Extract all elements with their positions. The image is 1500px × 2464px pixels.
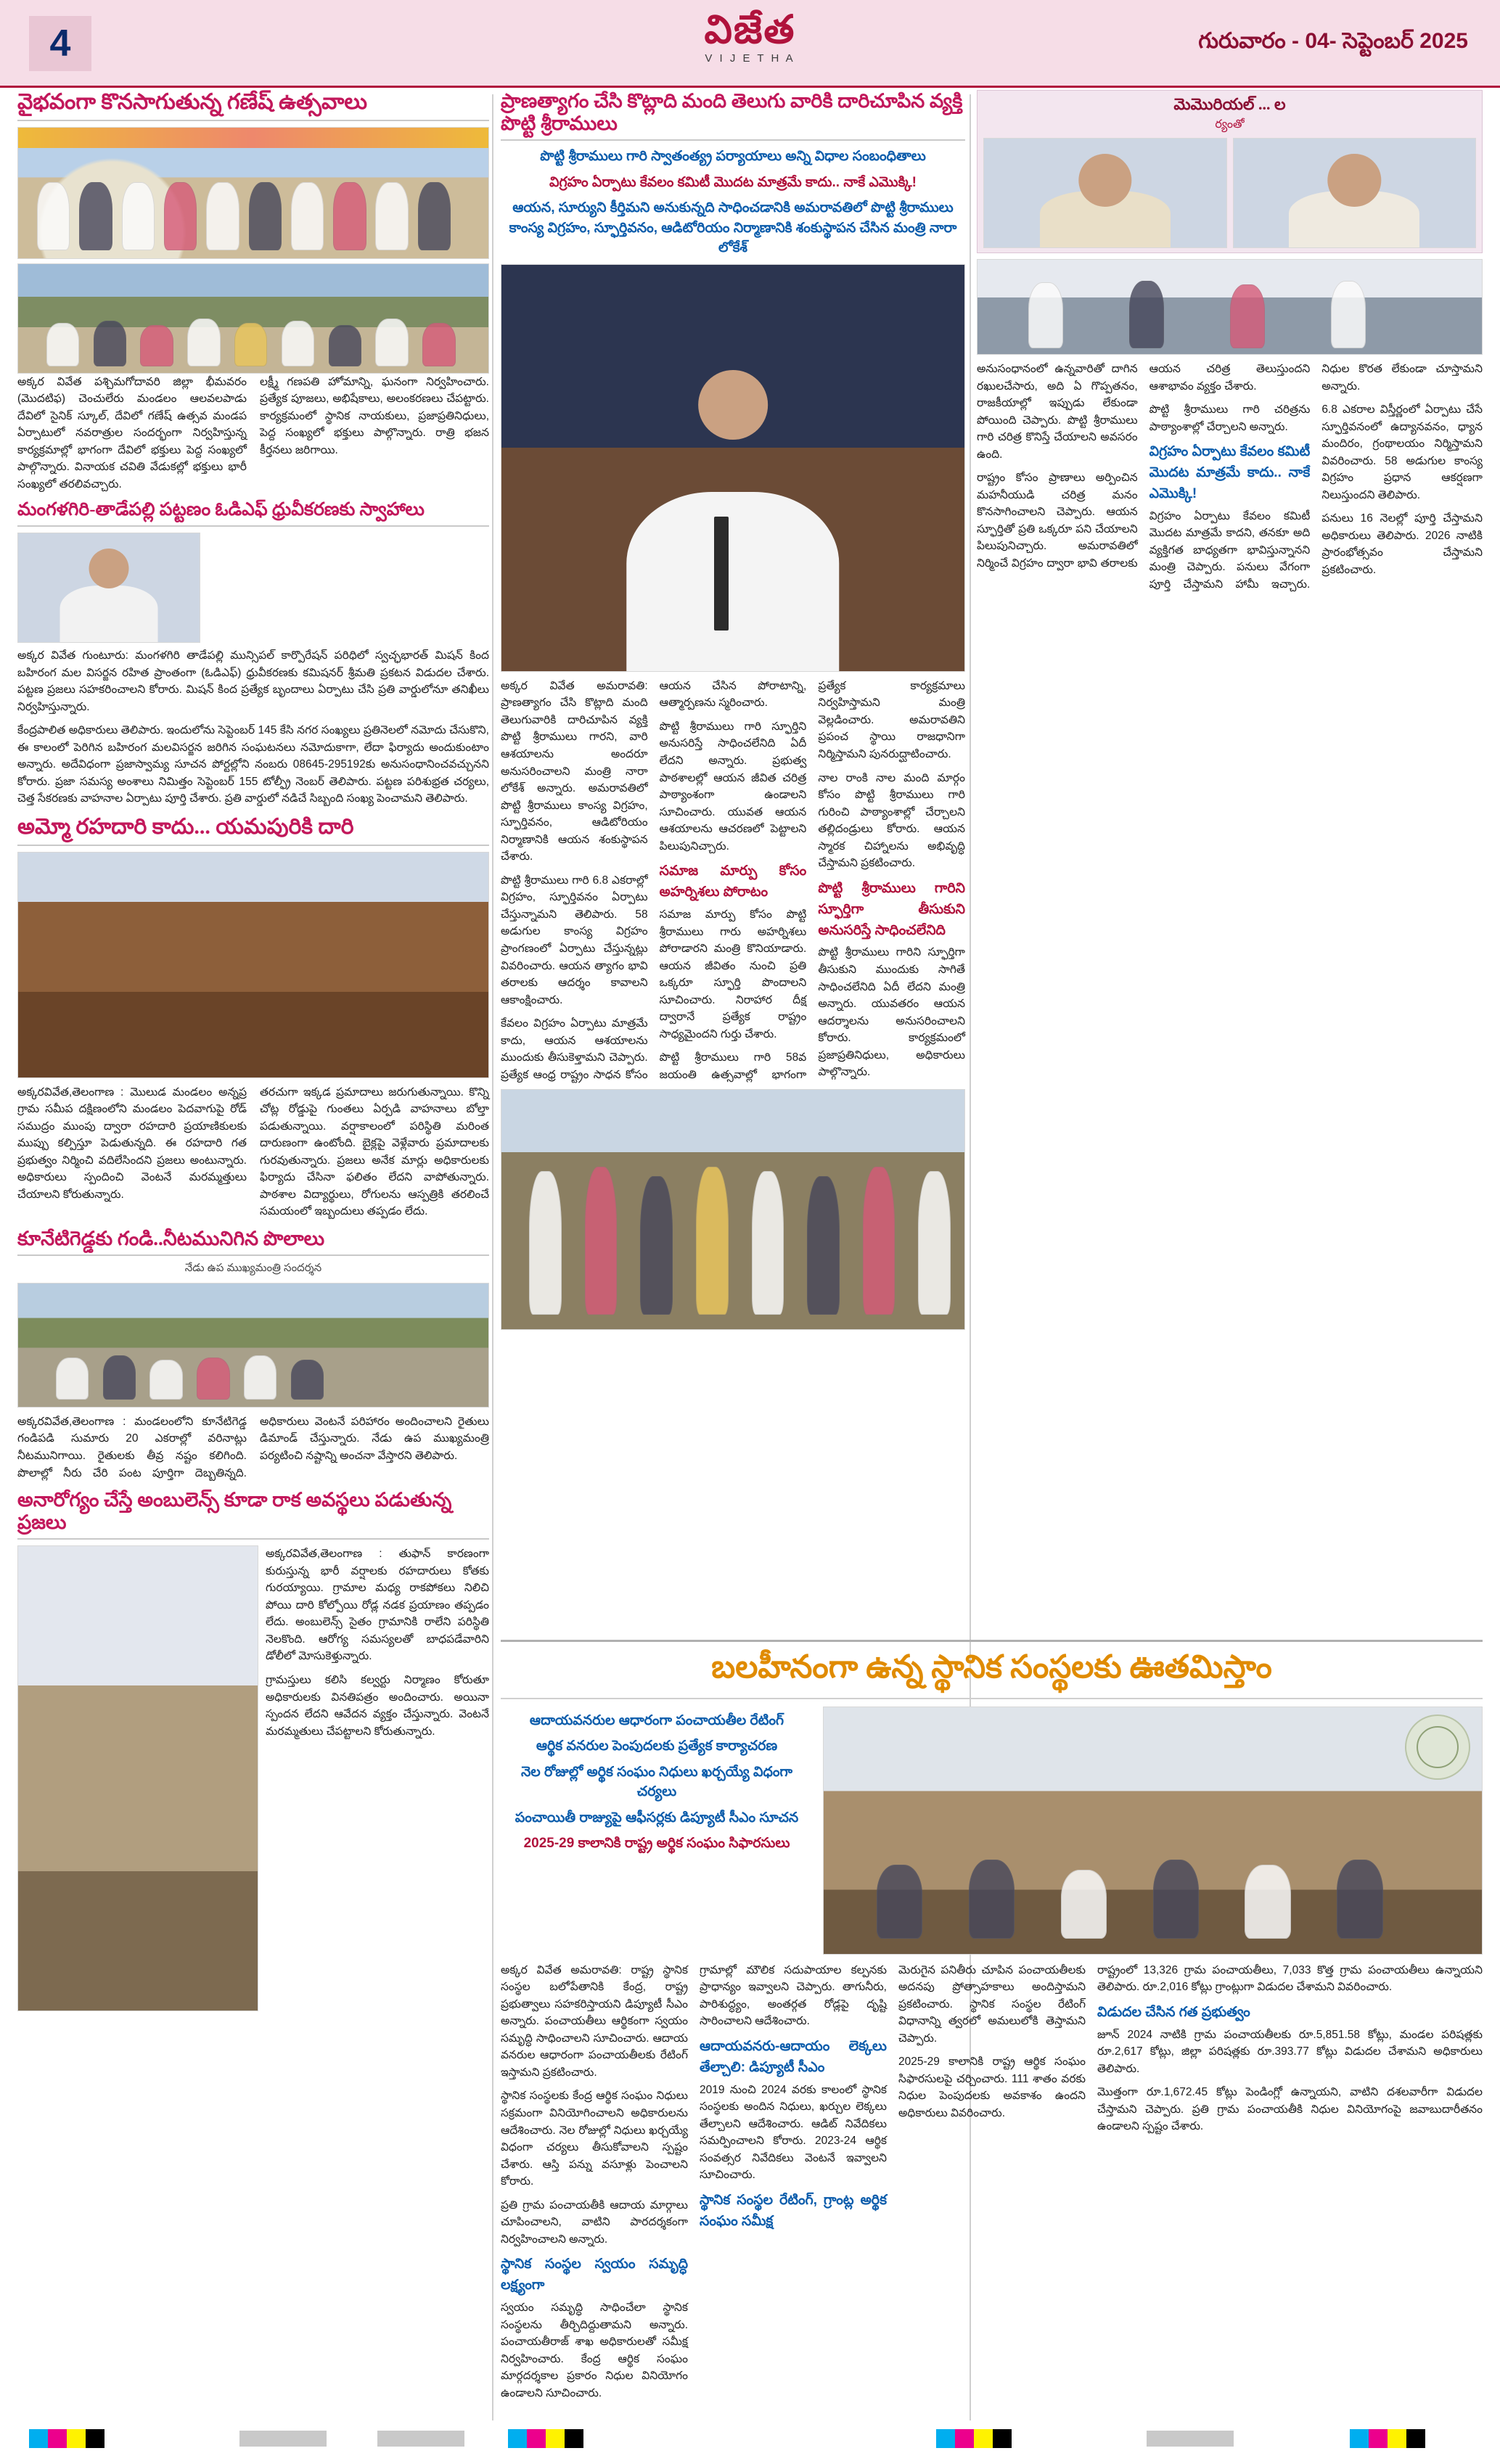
paragraph: అక్కరవివేత,తెలంగాణ : తుఫాన్ కారణంగా కురుస్తున్న భారీ వర్షాలకు రహదారులు కోతకు గురయ్యాయి. గ్రామాల మధ్య రాకపోకలు నిలిచి పోయి దారి కోల్పోయి రోడ్ల నడక ప్రయాణం తప్పడం లేదు. అంబులెన్స్ సైతం గ్రామానికి రాలేని పరిస్థితి నెలకొంది. ఆరోగ్య సమస్యలతో బాధపడేవారిని డోలీలో మోసుకెళ్తున్నారు. — [266, 1548, 489, 1663]
village-culvert-photo — [17, 1545, 258, 2011]
official-portrait-photo — [17, 533, 200, 643]
paragraph: 2025-29 కాలానికి రాష్ట్ర ఆర్థిక సంఘం సిఫారసులపై చర్చించారు. 111 శాతం వరకు నిధుల పెంపుదలకు అవకాశం ఉందని అధికారులు వివరించారు. — [898, 2056, 1086, 2119]
paragraph: సమాజ మార్పు కోసం పొట్టి శ్రీరాములు గారు అహర్నిశలు పోరాడారని మంత్రి కొనియాడారు. ఆయన జీవితం నుంచి ప్రతి ఒక్కరూ స్ఫూర్తి పొందాలని సూచించారు. నిరాహార దీక్ష ద్వారానే ప్రత్యేక రాష్ట్రం సాధ్యమైందని గుర్తు చేశారు. — [659, 908, 807, 1040]
subheading-samaj: సమాజ మార్పు కోసం అహర్నిశలు పోరాటం — [659, 863, 807, 900]
paragraph: అక్కరవివేత,తెలంగాణ : మండలంలోని కూనేటిగెడ్డ గండిపడి సుమారు 20 ఎకరాల్లో వరినాట్లు నీటమునిగాయి. రైతులకు తీవ్ర నష్టం కలిగింది. పొలాల్లో నీరు చేరి పంట పూర్తిగా దెబ్బతిన్నది. అధికారులు వెంటనే పరిహారం అందించాలని రైతులు డిమాండ్ చేస్తున్నారు. నేడు ఉప ముఖ్యమంత్రి పర్యటించి నష్టాన్ని అంచనా వేస్తారని తెలిపారు. — [17, 1415, 489, 1479]
paragraph: మెరుగైన పనితీరు చూపిన పంచాయతీలకు అదనపు ప్రోత్సాహకాలు అందిస్తామని ప్రకటించారు. స్థానిక సంస్థల రేటింగ్ విధానాన్ని త్వరలో అమలులోకి తెస్తామని చెప్పారు. — [898, 1963, 1086, 2045]
cmyk-bars-4 — [1350, 2429, 1425, 2448]
paragraph: పొట్టి శ్రీరాములు గారిని స్ఫూర్తిగా తీసుకుని ముందుకు సాగితే సాధించలేనిది ఏదీ లేదని మంత్రి అన్నారు. యువతరం ఆయన ఆదర్శాలను అనుసరించాలని కోరారు. కార్యక్రమంలో ప్రజాప్రతినిధులు, అధికారులు పాల్గొన్నారు. — [818, 946, 965, 1079]
subhead-2: విగ్రహం ఏర్పాటు కేవలం కమిటీ మెుదట మాత్రమే కాదు.. నాకే ఎమెుక్కి! — [549, 174, 917, 190]
headline-odf: మంగళగిరి-తాడేపల్లి పట్టణం ఓడిఎఫ్ ధ్రువీకరణకు స్వాహాలు — [17, 500, 489, 527]
paragraph: పొట్టి శ్రీరాములు గారి స్ఫూర్తిని అనుసరిస్తే సాధించలేనిది ఏదీ లేదని అన్నారు. ప్రభుత్వ పాఠశాలల్లో ఆయన జీవిత చరిత్ర పాఠ్యాంశంగా ఉండాలని సూచించారు. యువత ఆయన ఆశయాలను ఆచరణలో పెట్టాలని పిలుపునిచ్చారు. — [659, 720, 807, 853]
masthead — [0, 0, 1500, 88]
paragraph: అక్కరవివేత,తెలంగాణ : మెులుడ మండలం అన్నప్ర గ్రామ సమీప దక్షిణంలోని మండలం పెదవాగుపై రోడ్ సముద్రం ముంపు ద్వారా రహదారి ప్రయాణికులకు ముప్పు కల్పిస్తూ పెడుతున్నది. ఈ రహదారి గత ప్రభుత్వం నిర్మించి వదిలేసిందని ప్రజలు అంటున్నారు. అధికారులు స్పందించి వెంటనే మరమ్మత్తులు చేయాలని కోరుతున్నారు. — [17, 1085, 247, 1201]
paragraph: అక్కర వివేత పశ్చిమగోదావరి జిల్లా భీమవరం (మెుదటిఫ) చెంచులేరు మండలం ఆలవలపాడు దేవిలో సైనిక్ స్కూల్, దేవిలో గణేష్ ఉత్సవ మండప ఏర్పాటులో నవరాత్రుల సందర్భంగా నిర్వహిస్తున్న కార్యక్రమాల్లో భాగంగా దేవిలో భక్తులు పెద్ద సంఖ్యలో పాల్గొన్నారు. వినాయక చవితి వేడుకల్లో భక్తులు భారీ సంఖ్యలో తరలివచ్చారు. — [17, 375, 247, 490]
story-canal-body — [17, 1413, 489, 1482]
page-number: 4 — [29, 16, 91, 71]
paragraph: అక్కర వివేత గుంటూరు: మంగళగిరి తాడేపల్లి మున్సిపల్ కార్పొరేషన్ పరిధిలో స్వచ్ఛభారత్ మిషన్ కింద బహిరంగ మల విసర్జన రహిత ప్రాంతంగా (ఓడిఎఫ్) ధ్రువీకరణకు కమిషనర్ శ్రీమతి ప్రకటన విడుదల చేశారు. పట్టణ ప్రజలు సహకరించాలని కోరారు. మిషన్ కింద ప్రత్యేక బృందాలు ఏర్పాటు చేసి ప్రతి వార్డులోనూ తనిఖీలు నిర్వహిస్తున్నారు. — [17, 649, 489, 713]
caption-canal: నేడు ఉప ముఖ్యమంత్రి సందర్శన — [184, 1261, 322, 1274]
headline-potti-sriramulu: ప్రాణత్యాగం చేసి కొట్లాది మంది తెలుగు వారికి దారిచూపిన వ్యక్తి పొట్టి శ్రీరాములు — [501, 90, 965, 141]
story-ganesh-body — [17, 374, 489, 493]
story-potti-body — [501, 678, 965, 1085]
damaged-road-photo — [17, 852, 489, 1078]
headline-canal: కూనేటిగెడ్డకు గండి..నీటమునిగిన పొలాలు — [17, 1228, 489, 1256]
paragraph: అనుసంధానంలో ఉన్నవారితో దాగిన రఖులచేసారు, అది ఏ గొప్పతనం, రాజకీయాల్లో ఇప్పుడు లేకుండా పోయింది చెప్పారు. పొట్టి శ్రీరాములు గారి చరిత్ర కొనిస్తే చేయాలని అవసరం ఉంది. — [977, 363, 1138, 461]
paragraph: రాష్ట్రంలో 13,326 గ్రామ పంచాయతీలు, 7,033 కొత్త గ్రామ పంచాయతీలు ఉన్నాయని తెలిపారు. రూ.2,016 కోట్లు గ్రాంట్లుగా విడుదల చేశామని వివరించారు. — [1097, 1963, 1483, 1994]
headline-ganesh: వైభవంగా కొనసాగుతున్న గణేష్ ఉత్సవాలు — [17, 90, 489, 121]
ganesh-festival-photo — [17, 127, 489, 259]
subheading-sphurti: పొట్టి శ్రీరాములు గారిని స్ఫూర్తిగా తీసుకుని అనుసరిస్తే సాధించలేనిది — [818, 880, 965, 938]
bottom-feature — [501, 1633, 1483, 2408]
leader-speech-photo — [501, 264, 965, 672]
headline-local-bodies: బలహీనంగా ఉన్న స్థానిక సంస్థలకు ఊతమిస్తాం — [711, 1649, 1272, 1685]
paragraph: గ్రామాల్లో మౌలిక సదుపాయాల కల్పనకు ప్రాధాన్యం ఇవ్వాలని చెప్పారు. తాగునీరు, పారిశుద్ధ్యం, అంతర్గత రోడ్లపై దృష్టి సారించాలని ఆదేశించారు. — [700, 1963, 887, 2028]
paragraph: పనులు 16 నెలల్లో పూర్తి చేస్తామని అధికారులు తెలిపారు. 2026 నాటికి ప్రారంభోత్సవం చేస్తామని ప్రకటించారు. — [1321, 512, 1483, 577]
bf-subhead-1: ఆదాయవనరుల ఆధారంగా పంచాయతీల రేటింగ్ — [529, 1712, 784, 1728]
paragraph: ప్రతి గ్రామ పంచాయతీకి ఆదాయ మార్గాలు చూపించాలని, వాటిని పారదర్శకంగా నిర్వహించాలని అన్నారు. — [501, 2198, 688, 2246]
paragraph: విగ్రహం ఏర్పాటు కేవలం కమిటీ మెుదట మాత్రమే కాదని, తనకూ అది వ్యక్తిగత బాధ్యతగా భావిస్తున్నానని మంత్రి చెప్పారు. పనులు వేగంగా పూర్తి చేస్తామని హామీ ఇచ్చారు. నిధుల కొరత లేకుండా చూస్తామని అన్నారు. — [1149, 363, 1483, 591]
memorial-portrait-2 — [1233, 138, 1477, 248]
paragraph: తరచుగా ఇక్కడ ప్రమాదాలు జరుగుతున్నాయి. కొన్ని చోట్ల రోడ్డుపై గుంతలు ఏర్పడి వాహనాలు బోల్తా పడుతున్నాయి. వర్షాకాలంలో పరిస్థితి మరింత దారుణంగా ఉంటోంది. బైక్లపై వెళ్లేవారు ప్రమాదాలకు గురవుతున్నారు. ప్రజలు అనేక మార్లు అధికారులకు ఫిర్యాదు చేసినా ఫలితం లేదని వాపోతున్నారు. పాఠశాల విద్యార్థులు, రోగులను ఆస్పత్రికి తరలించే సమయంలో ఇబ్బందులు తప్పడం లేదు. — [260, 1085, 489, 1218]
story-road-body — [17, 1084, 489, 1220]
paragraph: పొట్టి శ్రీరాములు గారి 58వ జయంతి ఉత్సవాల్లో భాగంగా ప్రత్యేక కార్యక్రమాలు నిర్వహిస్తామని మంత్రి వెల్లడించారు. అమరావతిని ప్రపంచ స్థాయి రాజధానిగా నిర్మిస్తామని పునరుద్ఘాటించారు. — [659, 679, 965, 1081]
logo-subtitle: V I J E T H A — [705, 52, 795, 65]
bf-col-2 — [700, 1962, 887, 2409]
grey-bar-1 — [239, 2431, 327, 2447]
paragraph: నాల రాంకి నాల మంది మార్గం కోసం పొట్టి శ్రీరాములు గారి గురించి పాఠ్యాంశాల్లో చేర్చాలని తల్లిదండ్రులు కోరారు. ఆయన స్మారక చిహ్నాలను అభివృద్ధి చేస్తామని ప్రకటించారు. — [818, 771, 965, 870]
paragraph: గ్రామస్తులు కలిసి కల్వర్టు నిర్మాణం కోరుతూ అధికారులకు వినతిపత్రం అందించారు. అయినా స్పందన లేదని ఆవేదన వ్యక్తం చేస్తున్నారు. వెంటనే మరమ్మతులు చేపట్టాలని కోరుతున్నారు. — [266, 1674, 489, 1738]
grey-bar-3 — [1147, 2431, 1234, 2447]
bf-subheading-swayam: స్థానిక సంస్థల స్వయం సమృద్ధి లక్ష్యంగా — [501, 2256, 688, 2293]
cmyk-bars-2 — [508, 2429, 583, 2448]
story-odf-body — [17, 647, 489, 808]
paragraph: రాష్ట్రం కోసం ప్రాణాలు అర్పించిన మహనీయుడి చరిత్ర మనం కొనసాగించాలని చెప్పారు. ఆయన స్ఫూర్తితో ప్రతి ఒక్కరూ పని చేయాలని పిలుపునిచ్చారు. అమరావతిలో నిర్మించే విగ్రహం ద్వారా భావి తరాలకు ఆయన చరిత్ర తెలుస్తుందని ఆశాభావం వ్యక్తం చేశారు. — [977, 363, 1311, 570]
headline-road: అమ్మో రహదారి కాదు... యమపురికి దారి — [17, 815, 489, 846]
newspaper-logo — [705, 10, 796, 65]
memorial-subtitle: ర్యంతో — [1215, 118, 1245, 131]
print-registration-footer — [0, 2422, 1500, 2464]
flooded-fields-photo — [17, 1283, 489, 1408]
lamp-lighting-photo — [977, 259, 1483, 355]
bf-subheading-adaya: ఆదాయవనరు-ఆదాయం లెక్కలు తేల్చాలి: డిప్యూటీ సీఎం — [700, 2038, 887, 2075]
bf-subheading-released: విడుదల చేసిన గత ప్రభుత్వం — [1097, 2004, 1250, 2020]
headline-ambulance: అనారోగ్యం చేస్తే అంబులెన్స్ కూడా రాక అవస్థలు పడుతున్న ప్రజలు — [17, 1489, 489, 1540]
paragraph: 2019 నుంచి 2024 వరకు కాలంలో స్థానిక సంస్థలకు అందిన నిధులు, ఖర్చుల లెక్కలు తేల్చాలని ఆదేశించారు. ఆడిట్ నివేదికలు సమర్పించాలని కోరారు. 2023-24 ఆర్థిక సంవత్సర నివేదికలు వెంటనే ఇవ్వాలని సూచించారు. — [700, 2083, 887, 2182]
memorial-portrait-1 — [983, 138, 1227, 248]
bf-subhead-2: ఆర్థిక వనరుల పెంపుదలకు ప్రత్యేక కార్యాచరణ — [536, 1738, 778, 1754]
paragraph: స్థానిక సంస్థలకు కేంద్ర ఆర్థిక సంఘం నిధులు సక్రమంగా వినియోగించాలని అధికారులను ఆదేశించారు. నెల రోజుల్లో నిధులు ఖర్చయ్యే విధంగా చర్యలు తీసుకోవాలని స్పష్టం చేశారు. ఆస్తి పన్ను వసూళ్లు పెంచాలని కోరారు. — [501, 2090, 688, 2188]
story-ambulance-body — [266, 1545, 489, 2011]
edition-date: గురువారం - 04- సెప్టెంబర్ 2025 — [1198, 29, 1468, 53]
paragraph: పొట్టి శ్రీరాములు గారి చరిత్రను పాఠ్యాంశాల్లో చేర్చాలని అన్నారు. — [1149, 403, 1311, 433]
review-meeting-photo — [823, 1707, 1483, 1955]
ganesh-procession-photo — [17, 263, 489, 374]
paragraph: లక్ష్మీ గణపతి హోమాన్ని, ఘనంగా నిర్వహించారు. ప్రత్యేక పూజలు, అభిషేకాలు, అలంకరణలు చేపట్టారు. కార్యక్రమంలో స్థానిక నాయకులు, ప్రజాప్రతినిధులు, పెద్ద సంఖ్యలో భక్తులు పాల్గొన్నారు. రాత్రి భజన కీర్తనలు జరిగాయి. — [260, 375, 489, 456]
grey-bar-2 — [377, 2431, 464, 2447]
bf-col-4 — [1097, 1962, 1483, 2409]
column-divider-1 — [492, 94, 493, 2420]
paragraph: మొత్తంగా రూ.1,672.45 కోట్లు పెండింగ్లో ఉన్నాయని, వాటిని దశలవారీగా విడుదల చేస్తామని చెప్పారు. ప్రతి గ్రామ పంచాయతీకి నిధుల వినియోగంపై జవాబుదారీతనం ఉండాలని స్పష్టం చేశారు. — [1097, 2086, 1483, 2133]
subhead-3: ఆయన, సూర్యుని కీర్తిమని అనుకున్నది సాధించడానికి అమరావతిలో పొట్టి శ్రీరాములు కాంస్య విగ్రహం, స్ఫూర్తివనం, ఆడిటోరియం నిర్మాణానికి శంకుస్థాపన చేసిన మంత్రి నారా లోకేశ్ — [509, 200, 957, 256]
paragraph: జూన్ 2024 నాటికి గ్రామ పంచాయతీలకు రూ.5,851.58 కోట్లు, మండల పరిషత్లకు రూ.2,617 కోట్లు, జిల్లా పరిషత్లకు రూ.393.77 కోట్లు విడుదల చేశామని అధికారులు తెలిపారు. — [1097, 2028, 1483, 2075]
bf-subhead-3: నెల రోజుల్లో అర్థిక సంఘం నిధులు ఖర్చయ్యే విధంగా చర్యలు — [520, 1764, 793, 1800]
story-right-body — [977, 361, 1483, 594]
paragraph: అక్కర వివేత అమరావతి: ప్రాణత్యాగం చేసి కొట్లాది మంది తెలుగువారికి దారిచూపిన వ్యక్తి పొట్టి శ్రీరాములు గారని, వారి ఆశయాలను అందరూ అనుసరించాలని మంత్రి నారా లోకేశ్ అన్నారు. అమరావతిలో పొట్టి శ్రీరాములు కాంస్య విగ్రహం, స్ఫూర్తివనం, ఆడిటోరియం నిర్మాణానికి ఆయన శంకుస్థాపన చేశారు. — [501, 679, 648, 863]
foundation-stone-photo — [501, 1089, 965, 1330]
bf-subhead-5: 2025-29 కాలానికి రాష్ట్ర అర్థిక సంఘం సిఫారసులు — [523, 1836, 790, 1852]
bf-col-1 — [501, 1962, 688, 2409]
column-left — [17, 90, 489, 2420]
memorial-title: మెమొరియల్ ... ల — [1173, 95, 1286, 113]
memorial-box — [977, 90, 1483, 253]
subhead-1: పొట్టి శ్రీరాములు గారి స్వాతంత్య్ర పర్యాయాలు అన్ని విధాల సంబంధితాలు — [540, 149, 926, 165]
bf-col-3 — [898, 1962, 1086, 2409]
subheading-vigraham: విగ్రహం ఏర్పాటు కేవలం కమిటీ మెుదట మాత్రమే కాదు.. నాకే ఎమెుక్కి! — [1149, 444, 1311, 501]
paragraph: 6.8 ఎకరాల విస్తీర్ణంలో ఏర్పాటు చేసే స్ఫూర్తివనంలో ఉద్యానవనం, ధ్యాన మందిరం, గ్రంథాలయం నిర్మిస్తామని వివరించారు. 58 అడుగుల కాంస్య విగ్రహం ప్రధాన ఆకర్షణగా నిలుస్తుందని తెలిపారు. — [1321, 403, 1483, 501]
bf-subhead-4: పంచాయితీ రాజ్యుపై ఆఫీసర్లకు డిప్యూటీ సీఎం సూచన — [515, 1810, 799, 1826]
cmyk-bars-3 — [936, 2429, 1012, 2448]
paragraph: అక్కర వివేత అమరావతి: రాష్ట్ర స్థానిక సంస్థల బలోపేతానికి కేంద్ర, రాష్ట్ర ప్రభుత్వాలు సహకరిస్తాయని డిప్యూటీ సీఎం అన్నారు. పంచాయతీలు ఆర్థికంగా స్వయం సమృద్ధి సాధించాలని సూచించారు. ఆదాయ వనరుల ఆధారంగా పంచాయతీలకు రేటింగ్ ఇస్తామని ప్రకటించారు. — [501, 1963, 688, 2079]
logo-title: విజేత — [704, 8, 796, 52]
bf-subheading-rating: స్థానిక సంస్థల రేటింగ్, గ్రాంట్ల అర్థిక సంఘం సమీక్ష — [700, 2192, 887, 2229]
paragraph: స్వయం సమృద్ధి సాధించేలా స్థానిక సంస్థలను తీర్చిదిద్దుతామని అన్నారు. పంచాయతీరాజ్ శాఖ అధికారులతో సమీక్ష నిర్వహించారు. కేంద్ర ఆర్థిక సంఘం మార్గదర్శకాల ప్రకారం నిధుల వినియోగం ఉండాలని సూచించారు. — [501, 2301, 688, 2399]
paragraph: పొట్టి శ్రీరాములు గారి 6.8 ఎకరాల్లో విగ్రహం, స్ఫూర్తివనం ఏర్పాటు చేస్తున్నామని తెలిపారు. 58 అడుగుల కాంస్య విగ్రహం ప్రాంగణంలో ఏర్పాటు చేస్తున్నట్లు వివరించారు. ఆయన త్యాగం భావి తరాలకు ఆదర్శం కావాలని ఆకాంక్షించారు. — [501, 874, 648, 1006]
paragraph: కేంద్రపాలిత అధికారులు తెలిపారు. ఇందులోను సెప్టెంబర్ 145 కేసి నగర సంఖ్యలు ప్రతినెలలో నమోదు చేసుకొని, ఈ కాలంలో పెరిగిన బహిరంగ మలవిసర్జన జరిగిన సంఘటనలు నమోదుకాగా, లేదా ఫిర్యాదు అందుకుంటాం అన్నారు. అదేవిధంగా ప్రజాస్వామ్య సూచన పోర్టల్లోని నంబరు 08645-295192కు అనుసంధానించవచ్చునని కోరారు. ప్రజా సమస్య అంశాలు నిమిత్తం సెప్టెంబర్ 155 టోల్ఫ్రీ నెంబర్ తెలిపారు. పట్టణ పరిశుభ్రత చర్యలు, చెత్త సేకరణకు వాహనాల ఏర్పాటు పూర్తి చేశారు. ప్రతి వార్డులో నడిచే సిబ్బంది సంఖ్య పెంచామని తెలిపారు. — [17, 724, 489, 805]
cmyk-bars-1 — [29, 2429, 104, 2448]
paragraph: కేవలం విగ్రహం ఏర్పాటు మాత్రమే కాదు, ఆయన ఆశయాలను ముందుకు తీసుకెళ్తామని చెప్పారు. ప్రత్యేక ఆంధ్ర రాష్ట్రం సాధన కోసం ఆయన చేసిన పోరాటాన్ని, ఆత్మార్పణను స్మరించారు. — [501, 679, 807, 1081]
